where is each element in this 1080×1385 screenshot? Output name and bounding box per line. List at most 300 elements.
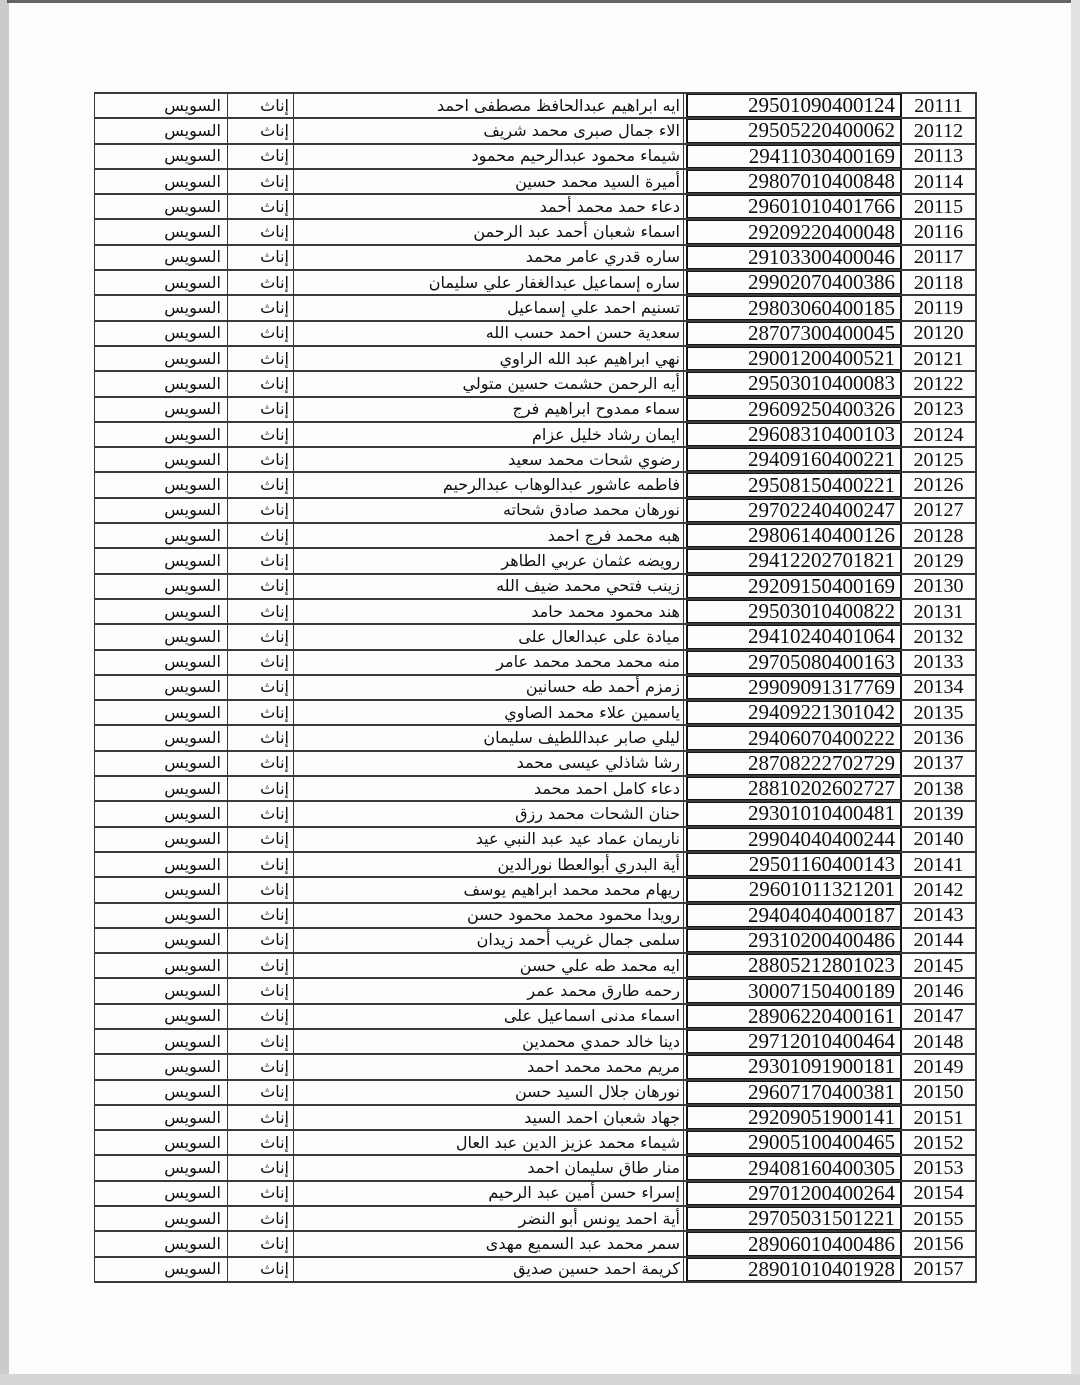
national-id-cell — [686, 170, 902, 193]
gender-value: إناث — [260, 778, 289, 798]
table-row — [95, 423, 977, 448]
gender-cell — [228, 499, 294, 522]
governorate-cell — [95, 119, 228, 142]
serial-number: 20156 — [913, 1233, 964, 1255]
national-id-cell — [686, 802, 902, 825]
gender-cell — [228, 1182, 294, 1205]
person-name: رويضه عثمان عربي الطاهر — [501, 550, 680, 570]
serial-number: 20155 — [913, 1207, 964, 1230]
national-id-value: 29408160400305 — [748, 1156, 895, 1180]
governorate-cell — [95, 600, 228, 623]
national-id-cell — [686, 651, 902, 674]
national-id-cell — [686, 549, 902, 572]
national-id-value: 29103300400046 — [748, 245, 895, 269]
serial-cell — [902, 1106, 977, 1129]
table-row — [95, 1232, 977, 1257]
national-id-value: 29406070400222 — [748, 726, 895, 750]
national-id-cell — [686, 94, 902, 117]
gender-value: إناث — [260, 1107, 289, 1127]
serial-cell — [902, 246, 977, 269]
person-name: نهي ابراهيم عبد الله الراوي — [499, 348, 680, 368]
table-row — [95, 1030, 977, 1055]
serial-number: 20148 — [913, 1030, 964, 1053]
governorate-value: السويس — [164, 879, 221, 899]
serial-cell — [902, 195, 977, 218]
governorate-cell — [95, 1258, 228, 1281]
national-id-value: 29503010400083 — [748, 372, 895, 396]
name-cell — [294, 802, 684, 825]
governorate-cell — [95, 651, 228, 674]
serial-number: 20125 — [913, 448, 964, 471]
governorate-value: السويس — [164, 778, 221, 798]
gender-value: إناث — [260, 702, 289, 722]
national-id-value: 29904040400244 — [748, 827, 895, 851]
governorate-value: السويس — [164, 1132, 221, 1152]
table-row — [95, 1131, 977, 1156]
gender-value: إناث — [260, 272, 289, 292]
gender-value: إناث — [260, 222, 289, 242]
governorate-value: السويس — [164, 1006, 221, 1026]
name-cell — [294, 1106, 684, 1129]
table-row — [95, 802, 977, 827]
scan-edge-right — [1071, 0, 1080, 1385]
national-id-cell — [686, 145, 902, 168]
serial-number: 20143 — [913, 904, 964, 927]
governorate-value: السويس — [164, 930, 221, 950]
national-id-value: 29609250400326 — [748, 397, 895, 421]
gender-cell — [228, 777, 294, 800]
governorate-value: السويس — [164, 652, 221, 672]
gender-cell — [228, 954, 294, 977]
serial-cell — [902, 600, 977, 623]
person-name: أية احمد يونس أبو النضر — [518, 1208, 680, 1228]
national-id-value: 29501160400143 — [748, 852, 895, 877]
national-id-value: 28906220400161 — [748, 1004, 895, 1028]
national-id-cell — [686, 347, 902, 370]
national-id-cell — [686, 1106, 902, 1129]
person-name: شيماء محمود عبدالرحيم محمود — [471, 146, 680, 166]
serial-number: 20112 — [913, 119, 964, 142]
name-cell — [294, 1207, 684, 1230]
governorate-cell — [95, 1232, 228, 1255]
serial-cell — [902, 145, 977, 168]
person-name: ليلي صابر عبداللطيف سليمان — [483, 728, 680, 748]
scan-edge-left — [0, 0, 9, 1385]
table-row — [95, 322, 977, 347]
governorate-cell — [95, 220, 228, 243]
national-id-cell — [686, 398, 902, 421]
name-cell — [294, 651, 684, 674]
table-row — [95, 1207, 977, 1232]
national-id-cell — [686, 701, 902, 724]
serial-number: 20119 — [913, 297, 964, 320]
national-id-cell — [686, 600, 902, 623]
governorate-cell — [95, 904, 228, 927]
governorate-value: السويس — [164, 500, 221, 520]
governorate-value: السويس — [164, 1082, 221, 1102]
national-id-value: 29712010400464 — [748, 1029, 895, 1054]
table-row — [95, 1156, 977, 1181]
table-row — [95, 499, 977, 524]
name-cell — [294, 448, 684, 471]
governorate-value: السويس — [164, 854, 221, 874]
table-row — [95, 549, 977, 574]
gender-cell — [228, 701, 294, 724]
name-cell — [294, 195, 684, 218]
gender-value: إناث — [260, 550, 289, 570]
governorate-value: السويس — [164, 753, 221, 773]
serial-cell — [902, 1258, 977, 1281]
serial-cell — [902, 398, 977, 421]
gender-value: إناث — [260, 677, 289, 697]
governorate-value: السويس — [164, 981, 221, 1001]
serial-number: 20153 — [913, 1157, 964, 1180]
serial-number: 20124 — [913, 423, 964, 446]
governorate-value: السويس — [164, 829, 221, 849]
national-id-cell — [686, 853, 902, 876]
name-cell — [294, 347, 684, 370]
serial-cell — [902, 828, 977, 851]
serial-number: 20123 — [913, 398, 964, 421]
national-id-cell — [686, 1030, 902, 1053]
gender-cell — [228, 296, 294, 319]
governorate-value: السويس — [164, 1259, 221, 1279]
table-row — [95, 1005, 977, 1030]
gender-cell — [228, 726, 294, 749]
governorate-value: السويس — [164, 323, 221, 343]
person-name: سماء ممدوح ابراهيم فرج — [512, 399, 680, 419]
serial-number: 20152 — [913, 1131, 964, 1154]
gender-value: إناث — [260, 95, 289, 115]
person-name: إسراء حسن أمين عبد الرحيم — [488, 1183, 680, 1203]
serial-number: 20157 — [913, 1258, 964, 1281]
gender-cell — [228, 473, 294, 496]
person-name: ساره قدري عامر محمد — [525, 247, 680, 267]
governorate-cell — [95, 448, 228, 471]
governorate-value: السويس — [164, 475, 221, 495]
serial-cell — [902, 701, 977, 724]
table-row — [95, 979, 977, 1004]
table-row — [95, 752, 977, 777]
national-id-value: 30007150400189 — [748, 979, 895, 1003]
gender-value: إناث — [260, 803, 289, 823]
table-row — [95, 220, 977, 245]
national-id-value: 29902070400386 — [748, 271, 895, 295]
person-name: زينب فتحي محمد ضيف الله — [496, 576, 680, 596]
national-id-cell — [686, 904, 902, 927]
table-row — [95, 726, 977, 751]
governorate-value: السويس — [164, 171, 221, 191]
governorate-cell — [95, 676, 228, 699]
name-cell — [294, 1258, 684, 1281]
serial-number: 20138 — [913, 777, 964, 800]
table-row — [95, 904, 977, 929]
national-id-value: 29209051900141 — [748, 1105, 895, 1130]
governorate-cell — [95, 195, 228, 218]
person-name: منار طاق سليمان احمد — [527, 1158, 680, 1178]
governorate-value: السويس — [164, 803, 221, 823]
serial-cell — [902, 929, 977, 952]
gender-cell — [228, 1131, 294, 1154]
name-cell — [294, 878, 684, 901]
serial-cell — [902, 473, 977, 496]
table-row — [95, 929, 977, 954]
governorate-cell — [95, 1182, 228, 1205]
gender-cell — [228, 119, 294, 142]
name-cell — [294, 676, 684, 699]
serial-cell — [902, 878, 977, 901]
governorate-value: السويس — [164, 550, 221, 570]
governorate-cell — [95, 1030, 228, 1053]
name-cell — [294, 600, 684, 623]
gender-value: إناث — [260, 601, 289, 621]
person-name: أميرة السيد محمد حسين — [515, 171, 680, 191]
national-id-value: 28707300400045 — [748, 321, 895, 345]
national-id-value: 29909091317769 — [748, 675, 895, 699]
national-id-value: 29005100400465 — [748, 1131, 895, 1155]
table-row — [95, 828, 977, 853]
governorate-cell — [95, 1055, 228, 1078]
person-name: زمزم أحمد طه حسانين — [525, 677, 680, 697]
gender-value: إناث — [260, 879, 289, 899]
name-cell — [294, 322, 684, 345]
gender-value: إناث — [260, 449, 289, 469]
gender-cell — [228, 979, 294, 1002]
national-id-value: 29404040400187 — [748, 903, 895, 927]
governorate-value: السويس — [164, 1107, 221, 1127]
serial-number: 20147 — [913, 1005, 964, 1028]
name-cell — [294, 119, 684, 142]
gender-value: إناث — [260, 981, 289, 1001]
name-cell — [294, 828, 684, 851]
gender-value: إناث — [260, 247, 289, 267]
serial-number: 20129 — [913, 549, 964, 572]
person-name: أية البدري أبوالعطا نورالدين — [497, 854, 680, 874]
serial-cell — [902, 1207, 977, 1230]
gender-cell — [228, 904, 294, 927]
table-row — [95, 600, 977, 625]
national-id-cell — [686, 752, 902, 775]
gender-value: إناث — [260, 120, 289, 140]
gender-value: إناث — [260, 905, 289, 925]
serial-cell — [902, 448, 977, 471]
name-cell — [294, 1030, 684, 1053]
national-id-value: 29807010400848 — [748, 169, 895, 194]
governorate-cell — [95, 929, 228, 952]
gender-cell — [228, 1207, 294, 1230]
national-id-cell — [686, 1258, 902, 1281]
national-id-cell — [686, 423, 902, 446]
serial-cell — [902, 170, 977, 193]
name-cell — [294, 524, 684, 547]
national-id-cell — [686, 1182, 902, 1205]
table-row — [95, 1055, 977, 1080]
national-id-cell — [686, 828, 902, 851]
governorate-cell — [95, 246, 228, 269]
table-row — [95, 94, 977, 119]
serial-cell — [902, 1232, 977, 1255]
serial-number: 20135 — [913, 701, 964, 724]
table-row — [95, 701, 977, 726]
serial-cell — [902, 777, 977, 800]
governorate-cell — [95, 423, 228, 446]
gender-value: إناث — [260, 171, 289, 191]
national-id-value: 28810202602727 — [748, 777, 895, 801]
name-cell — [294, 246, 684, 269]
serial-number: 20117 — [913, 246, 964, 269]
national-id-cell — [686, 246, 902, 269]
serial-number: 20142 — [913, 878, 964, 901]
person-name: الاء جمال صبرى محمد شريف — [483, 120, 680, 140]
national-id-cell — [686, 372, 902, 395]
gender-value: إناث — [260, 1056, 289, 1076]
gender-cell — [228, 575, 294, 598]
serial-number: 20141 — [913, 853, 964, 876]
serial-cell — [902, 802, 977, 825]
serial-number: 20113 — [913, 145, 964, 168]
gender-value: إناث — [260, 576, 289, 596]
gender-value: إناث — [260, 1259, 289, 1279]
serial-number: 20114 — [913, 170, 964, 193]
person-name: شيماء محمد عزيز الدين عبد العال — [455, 1132, 680, 1152]
governorate-cell — [95, 853, 228, 876]
governorate-cell — [95, 1156, 228, 1179]
governorate-cell — [95, 878, 228, 901]
person-name: ميادة على عبدالعال على — [518, 626, 680, 646]
person-name: ياسمين علاء محمد الصاوي — [504, 702, 680, 722]
serial-cell — [902, 271, 977, 294]
gender-value: إناث — [260, 652, 289, 672]
person-name: هند محمود محمد حامد — [531, 601, 680, 621]
national-id-cell — [686, 448, 902, 471]
governorate-value: السويس — [164, 1208, 221, 1228]
serial-number: 20149 — [913, 1055, 964, 1078]
gender-cell — [228, 398, 294, 421]
serial-cell — [902, 220, 977, 243]
serial-cell — [902, 853, 977, 876]
scan-edge-top-line — [7, 0, 1071, 3]
table-row — [95, 1106, 977, 1131]
table-row — [95, 246, 977, 271]
name-cell — [294, 1131, 684, 1154]
national-id-cell — [686, 1207, 902, 1230]
national-id-cell — [686, 524, 902, 547]
gender-cell — [228, 1005, 294, 1028]
gender-value: إناث — [260, 1234, 289, 1253]
gender-cell — [228, 220, 294, 243]
national-id-cell — [686, 1232, 902, 1255]
table-row — [95, 878, 977, 903]
gender-cell — [228, 1106, 294, 1129]
name-cell — [294, 575, 684, 598]
person-name: هبه محمد فرج احمد — [547, 525, 680, 545]
serial-cell — [902, 651, 977, 674]
gender-cell — [228, 372, 294, 395]
national-id-value: 29803060400185 — [748, 296, 895, 320]
serial-cell — [902, 1005, 977, 1028]
national-id-value: 29209220400048 — [748, 220, 895, 244]
person-name: جهاد شعبان احمد السيد — [524, 1107, 680, 1127]
national-id-value: 29505220400062 — [748, 119, 895, 143]
serial-number: 20127 — [913, 499, 964, 522]
governorate-value: السويس — [164, 1158, 221, 1178]
table-row — [95, 954, 977, 979]
governorate-cell — [95, 549, 228, 572]
person-name: ايمان رشاد خليل عزام — [531, 424, 680, 444]
gender-value: إناث — [260, 1208, 289, 1228]
serial-number: 20145 — [913, 954, 964, 977]
gender-cell — [228, 549, 294, 572]
governorate-cell — [95, 802, 228, 825]
national-id-cell — [686, 954, 902, 977]
serial-number: 20144 — [913, 929, 964, 952]
name-cell — [294, 1055, 684, 1078]
governorate-value: السويس — [164, 373, 221, 393]
person-name: سلمى جمال غريب أحمد زيدان — [476, 930, 680, 950]
person-name: دعاء حمد محمد أحمد — [539, 196, 680, 216]
serial-number: 20130 — [913, 575, 964, 598]
person-name: منه محمد محمد محمد عامر — [496, 652, 680, 672]
person-name: رضوي شحات محمد سعيد — [508, 449, 680, 469]
serial-cell — [902, 296, 977, 319]
governorate-value: السويس — [164, 677, 221, 697]
national-id-cell — [686, 1005, 902, 1028]
serial-number: 20139 — [913, 802, 964, 825]
serial-number: 20115 — [913, 195, 964, 218]
governorate-cell — [95, 1005, 228, 1028]
gender-value: إناث — [260, 298, 289, 318]
person-name: كريمة احمد حسين صديق — [513, 1259, 680, 1279]
serial-cell — [902, 94, 977, 117]
governorate-value: السويس — [164, 449, 221, 469]
person-name: دعاء كامل احمد محمد — [533, 778, 680, 798]
name-cell — [294, 398, 684, 421]
table-row — [95, 145, 977, 170]
person-name: اسماء شعبان أحمد عبد الرحمن — [473, 222, 680, 242]
gender-cell — [228, 448, 294, 471]
governorate-cell — [95, 473, 228, 496]
serial-number: 20126 — [913, 474, 964, 497]
serial-cell — [902, 499, 977, 522]
name-cell — [294, 625, 684, 648]
gender-cell — [228, 625, 294, 648]
national-id-value: 29501090400124 — [748, 94, 895, 118]
governorate-value: السويس — [164, 728, 221, 748]
national-id-cell — [686, 296, 902, 319]
gender-cell — [228, 651, 294, 674]
table-row — [95, 347, 977, 372]
national-id-value: 29001200400521 — [748, 346, 895, 371]
national-id-value: 29705031501221 — [748, 1207, 895, 1231]
governorate-value: السويس — [164, 576, 221, 596]
national-id-cell — [686, 676, 902, 699]
governorate-cell — [95, 170, 228, 193]
governorate-value: السويس — [164, 626, 221, 646]
person-name: ايه ابراهيم عبدالحافظ مصطفى احمد — [436, 95, 680, 115]
gender-value: إناث — [260, 626, 289, 646]
national-id-value: 29701200400264 — [748, 1181, 895, 1205]
gender-value: إناث — [260, 196, 289, 216]
table-row — [95, 473, 977, 498]
gender-value: إناث — [260, 753, 289, 773]
governorate-cell — [95, 1131, 228, 1154]
gender-value: إناث — [260, 930, 289, 950]
gender-cell — [228, 1081, 294, 1104]
governorate-cell — [95, 271, 228, 294]
person-name: ساره إسماعيل عبدالغفار علي سليمان — [428, 272, 680, 292]
serial-cell — [902, 1030, 977, 1053]
governorate-value: السويس — [164, 1031, 221, 1051]
